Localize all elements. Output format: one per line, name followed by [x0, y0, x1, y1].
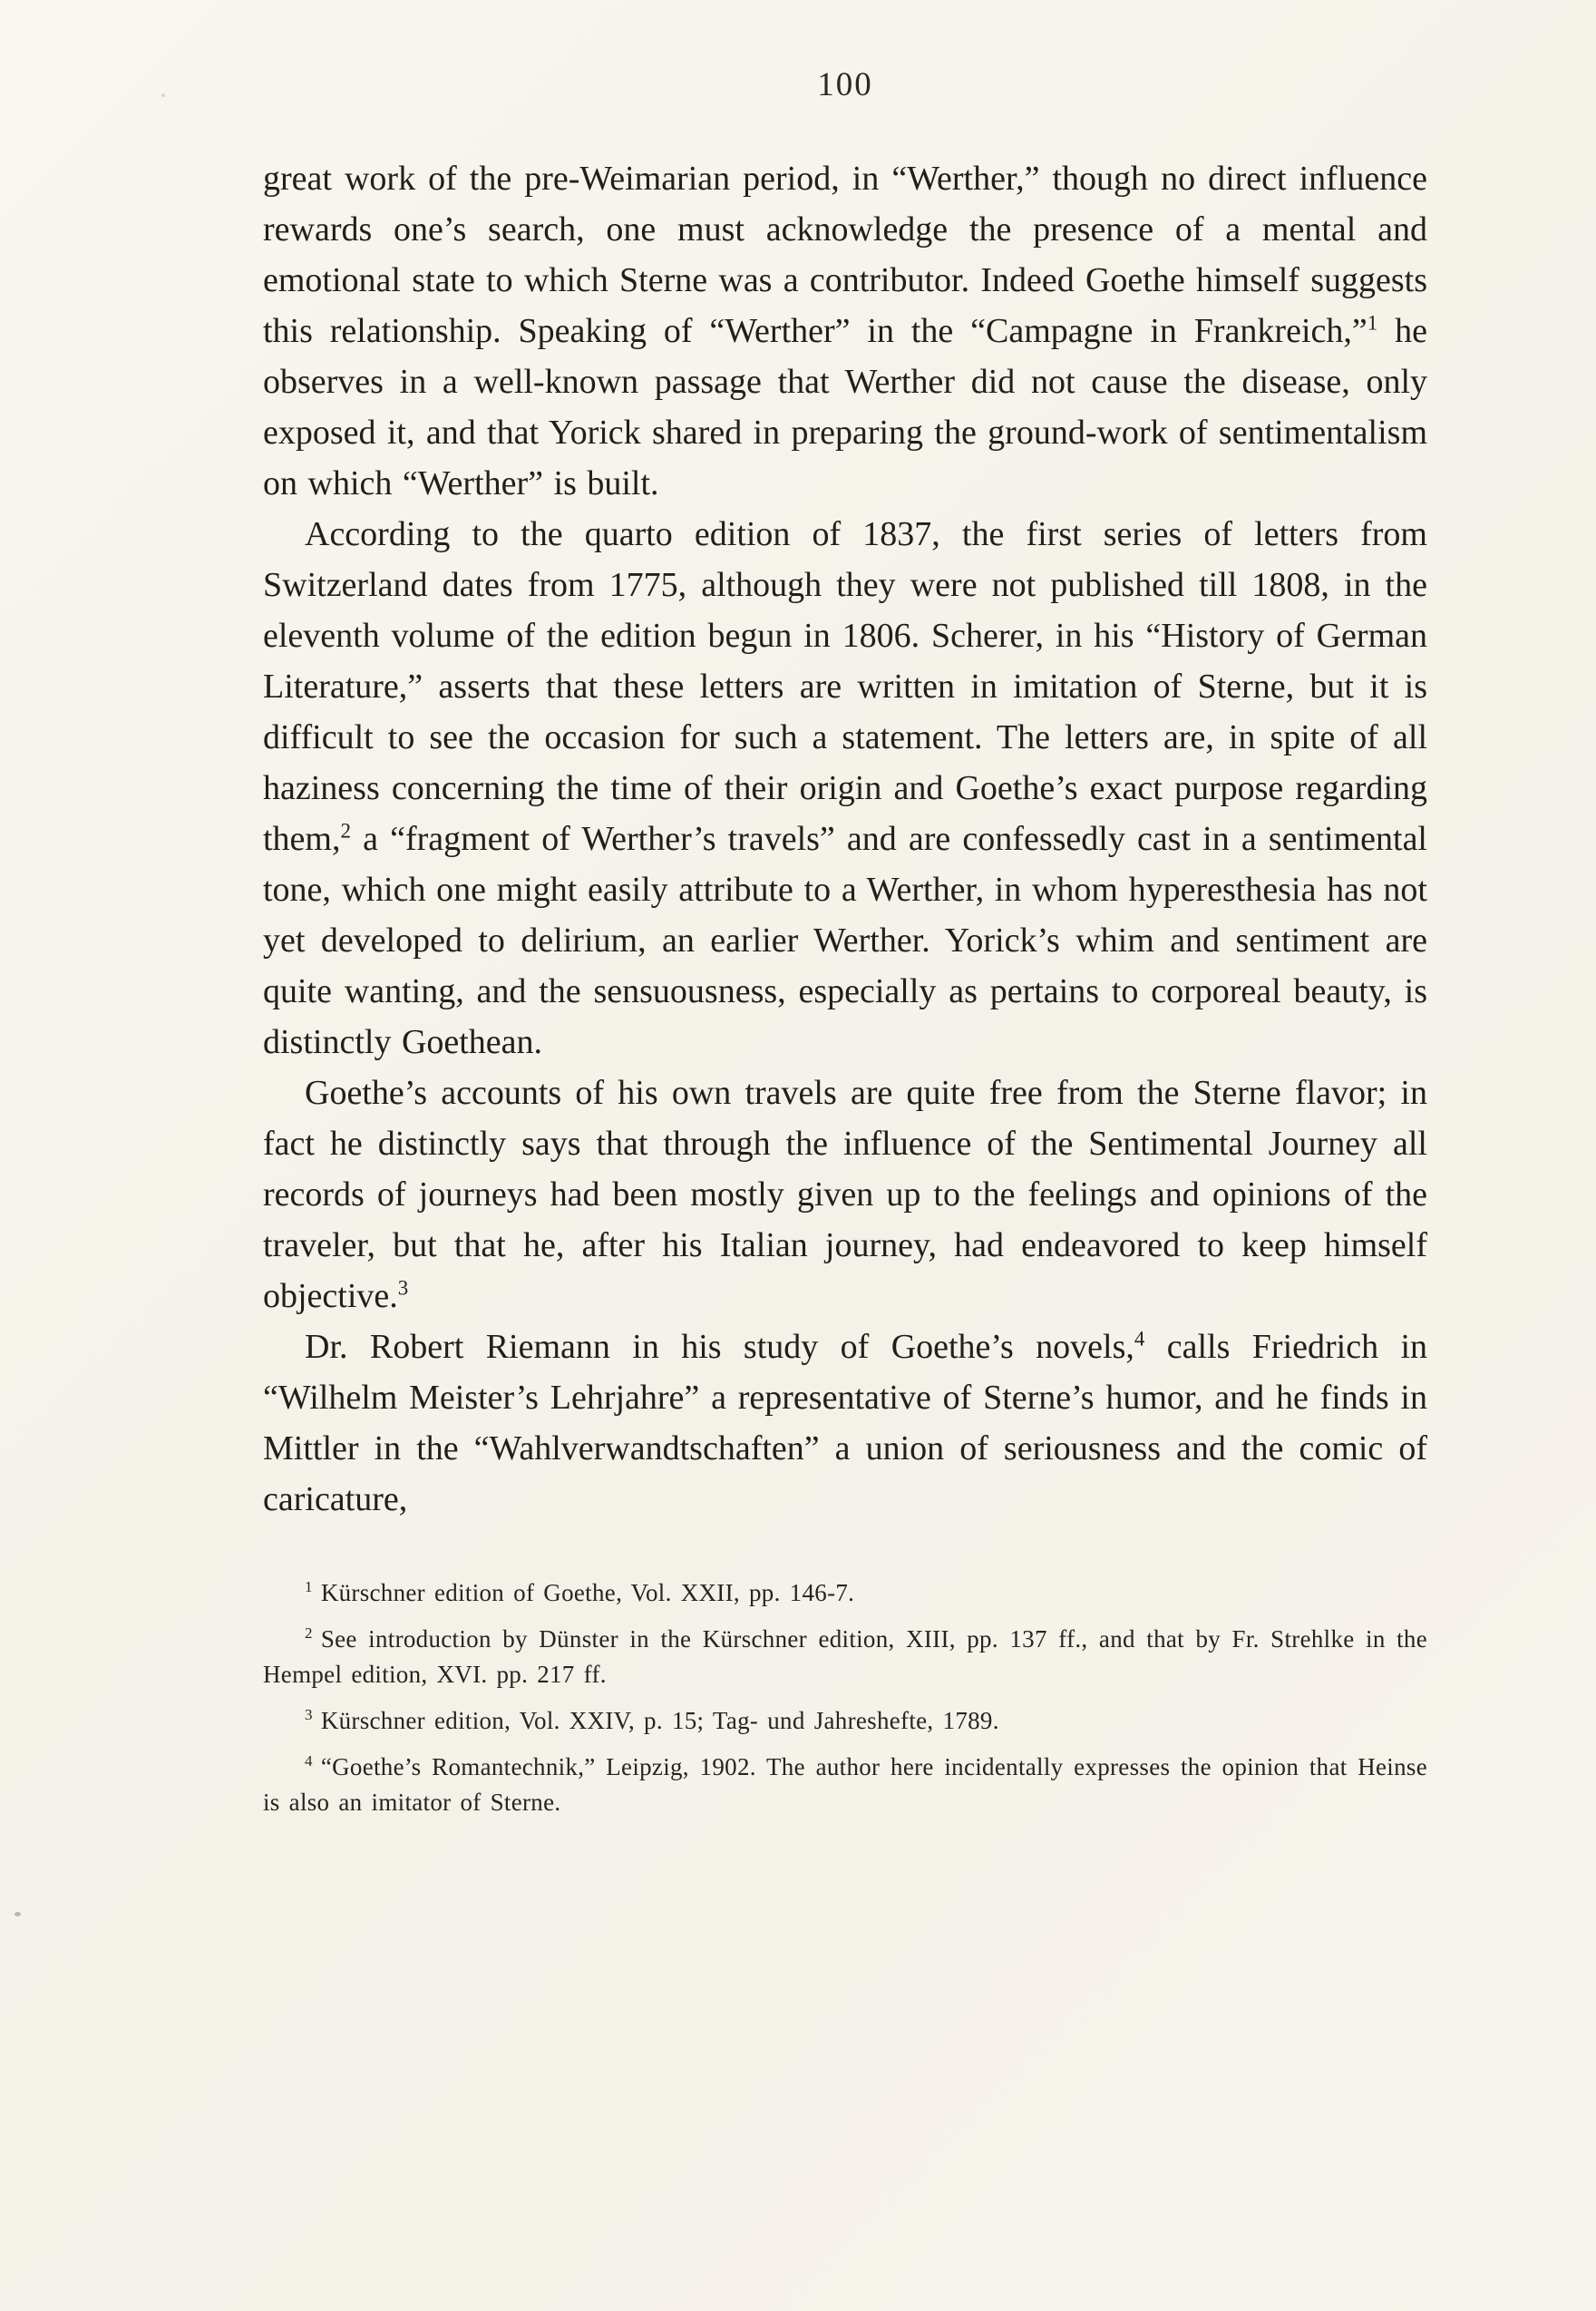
scan-artifact	[161, 93, 165, 97]
main-text-block	[263, 153, 1427, 1525]
footnote-4-text: “Goethe’s Romantechnik,” Leipzig, 1902. The author here incidentally expresses the opinion that Heinse is also an imitator of Sterne.	[263, 1753, 1427, 1816]
footnote-2-text: See introduction by Dünster in the Kürschner edition, XIII, pp. 137 ff., and that by Fr. Strehlke in the Hempel edition, XVI. pp. 217 ff.	[263, 1625, 1427, 1688]
paragraph-3	[263, 1068, 1427, 1321]
paragraph-4	[263, 1321, 1427, 1525]
footnote-ref-4: 4	[1134, 1327, 1145, 1351]
footnotes-section	[263, 1575, 1427, 1820]
paragraph-4-text: Dr. Robert Riemann in his study of Goethe’s novels,	[305, 1328, 1134, 1366]
paragraph-3-text: Goethe’s accounts of his own travels are quite free from the Sterne flavor; in fact he distinctly says that through the influence of the Sentimental Journey all records of journeys had been mostly given up to the feelings and opinions of the traveler, but that he, after his Italian journey, had endeavored to keep himself objective.	[263, 1074, 1427, 1315]
footnote-1-text: Kürschner edition of Goethe, Vol. XXII, pp. 146-7.	[320, 1579, 855, 1606]
footnote-4	[263, 1750, 1427, 1820]
paragraph-1-text-cont: he observes in a well-known passage that Werther did not cause the disease, only exposed it, and that Yorick shared in preparing the ground-work of sentimentalism on which “Werther” is built.	[263, 312, 1427, 502]
footnote-3-marker: 3	[305, 1706, 313, 1723]
footnote-2	[263, 1622, 1427, 1692]
paragraph-4-text-cont: calls Friedrich in “Wilhelm Meister’s Lehrjahre” a representative of Sterne’s humor, and he finds in Mittler in the “Wahlverwandtschaften” a union of seriousness and the comic of caricature,	[263, 1328, 1428, 1518]
paragraph-2-text: According to the quarto edition of 1837, the first series of letters from Switzerland dates from 1775, although they were not published till 1808, in the eleventh volume of the edition begun in 1806. Scherer, in his “History of German Literature,” asserts that these letters are written in imitation of Sterne, but it is difficult to see the occasion for such a statement. The letters are, in spite of all haziness concerning the time of their origin and Goethe’s exact purpose regarding them,	[263, 515, 1427, 858]
footnote-1	[263, 1575, 1427, 1611]
footnote-3	[263, 1703, 1427, 1739]
footnote-2-marker: 2	[305, 1624, 313, 1642]
footnote-4-marker: 4	[305, 1752, 313, 1770]
footnote-ref-1: 1	[1367, 311, 1378, 335]
page-number: 100	[817, 66, 873, 103]
scan-artifact	[15, 1912, 21, 1916]
footnote-ref-2: 2	[340, 819, 351, 843]
footnote-ref-3: 3	[397, 1276, 409, 1300]
paragraph-2-text-cont: a “fragment of Werther’s travels” and are confessedly cast in a sentimental tone, which one might easily attribute to a Werther, in whom hyperesthesia has not yet developed to delirium, an earlier Werther. Yorick’s whim and sentiment are quite wanting, and the sensuousness, especially as pertains to corporeal beauty, is distinctly Goethean.	[263, 820, 1427, 1061]
footnote-1-marker: 1	[305, 1578, 313, 1595]
paragraph-1-text: great work of the pre-Weimarian period, in “Werther,” though no direct influence rewards one’s search, one must acknowledge the presence of a mental and emotional state to which Sterne was a contributor. Indeed Goethe himself suggests this relationship. Speaking of “Werther” in the “Campagne in Frankreich,”	[263, 160, 1427, 350]
paragraph-2	[263, 509, 1427, 1068]
footnote-3-text: Kürschner edition, Vol. XXIV, p. 15; Tag- und Jahreshefte, 1789.	[320, 1707, 999, 1734]
paragraph-1	[263, 153, 1427, 509]
